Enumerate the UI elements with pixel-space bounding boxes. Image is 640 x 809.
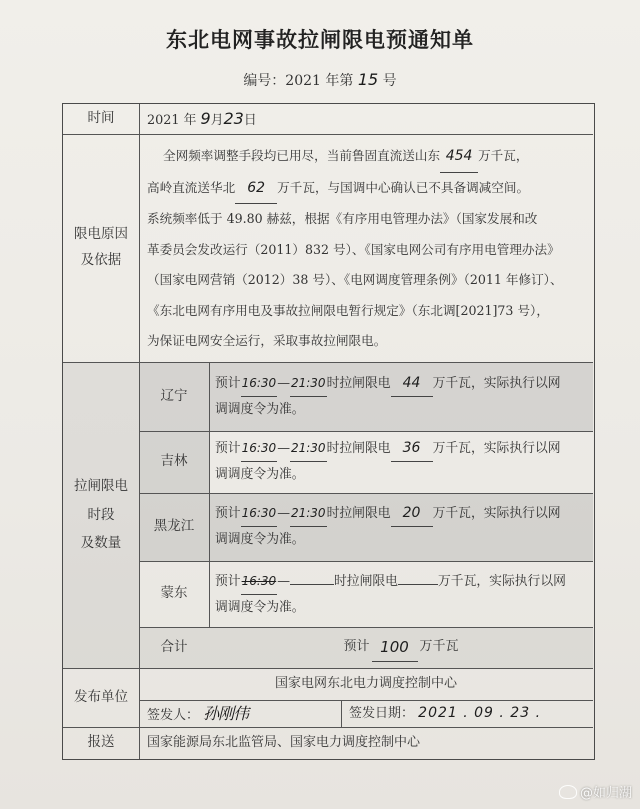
issuer-label: 发布单位: [74, 688, 128, 705]
doc-number-suffix: 号: [382, 73, 397, 89]
region-row-jilin: 预计16:30—21:30时拉闸限电 36 万千瓦，实际执行以网 调调度令为准。: [215, 435, 591, 491]
doc-number-prefix: 编号：2021 年第: [243, 73, 354, 89]
reason-value-lugu: 454: [440, 141, 478, 173]
time-value: [147, 105, 587, 133]
report-label: 报送: [87, 734, 115, 751]
limits-label-line3: 及数量: [80, 535, 122, 552]
time-day: 23: [223, 109, 244, 128]
date-row: [349, 700, 591, 727]
total-value-row: 预计 100 万千瓦: [209, 627, 593, 668]
time-month-unit: 月: [210, 113, 224, 128]
reason-value-gaoling: 62: [235, 173, 277, 205]
notice-table: [62, 103, 595, 760]
total-value: 100: [372, 633, 418, 663]
region-row-liaoning: 预计16:30—21:30时拉闸限电 44 万千瓦，实际执行以网 调调度令为准。: [215, 370, 591, 428]
weibo-logo-icon: [559, 785, 577, 799]
reason-label: [63, 134, 139, 362]
date-label: 签发日期：: [349, 706, 415, 721]
reason-line: 革委员会发改运行（2011）832 号）、《国家电网公司有序用电管理办法》: [147, 241, 560, 257]
limits-label-line2: 时段: [87, 506, 115, 523]
date-value: 2021 . 09 . 23 .: [418, 705, 542, 721]
time-day-unit: 日: [243, 113, 257, 128]
amount-heilongjiang: 20: [391, 500, 433, 527]
rule: [341, 700, 342, 727]
region-name-heilongjiang: 黑龙江: [153, 518, 195, 535]
total-label: 合计: [160, 638, 188, 655]
amount-jilin: 36: [391, 435, 433, 462]
limits-label: [63, 362, 139, 668]
region-name-liaoning: 辽宁: [160, 387, 188, 404]
signer-row: [147, 700, 339, 727]
limits-label-line1: 拉闸限电: [74, 478, 128, 495]
issuer-org: 国家电网东北电力调度控制中心: [274, 675, 457, 691]
rule: [209, 362, 210, 627]
document-number: [0, 70, 640, 90]
reason-text: [147, 141, 591, 359]
signer-label: 签发人：: [147, 708, 200, 723]
reason-line: 全网频率调整手段均已用尽，当前鲁固直流送山东 454 万千瓦，: [147, 141, 591, 173]
reason-line: 为保证电网安全运行，采取事故拉闸限电。: [147, 333, 387, 348]
document-title: 东北电网事故拉闸限电预通知单: [166, 27, 474, 52]
rule: [63, 134, 593, 135]
time-month: 9: [200, 109, 211, 128]
blank-amount: [398, 584, 438, 585]
signer-signature: 孙刚伟: [203, 704, 249, 723]
doc-number-value: 15: [357, 70, 379, 89]
time-year: 2021 年: [147, 113, 197, 128]
reason-line: （国家电网营销（2012）38 号）、《电网调度管理条例》（2011 年修订）、: [147, 272, 563, 287]
reason-label-line1: 限电原因: [74, 226, 128, 243]
watermark: [559, 782, 632, 801]
watermark-text: @如归湖: [579, 786, 632, 801]
reason-line: 高岭直流送华北 62 万千瓦，与国调中心确认已不具备调减空间。: [147, 173, 591, 205]
region-row-heilongjiang: 预计16:30—21:30时拉闸限电 20 万千瓦，实际执行以网 调调度令为准。: [215, 500, 591, 558]
reason-line: 系统频率低于 49.80 赫兹，根据《有序用电管理办法》（国家发展和改: [147, 211, 538, 226]
blank-end: [290, 584, 334, 585]
region-row-mengdong: 预计16:30— 时拉闸限电 万千瓦，实际执行以网 调调度令为准。: [215, 568, 591, 624]
region-name-jilin: 吉林: [160, 453, 188, 470]
time-label: 时间: [87, 110, 115, 127]
amount-liaoning: 44: [391, 370, 433, 397]
reason-label-line2: 及依据: [80, 252, 122, 268]
region-name-mengdong: 蒙东: [160, 585, 188, 602]
reason-line: 《东北电网有序用电及事故拉闸限电暂行规定》（东北调[2021]73 号），: [147, 302, 549, 318]
report-value: 国家能源局东北监管局、国家电力调度控制中心: [147, 735, 421, 750]
